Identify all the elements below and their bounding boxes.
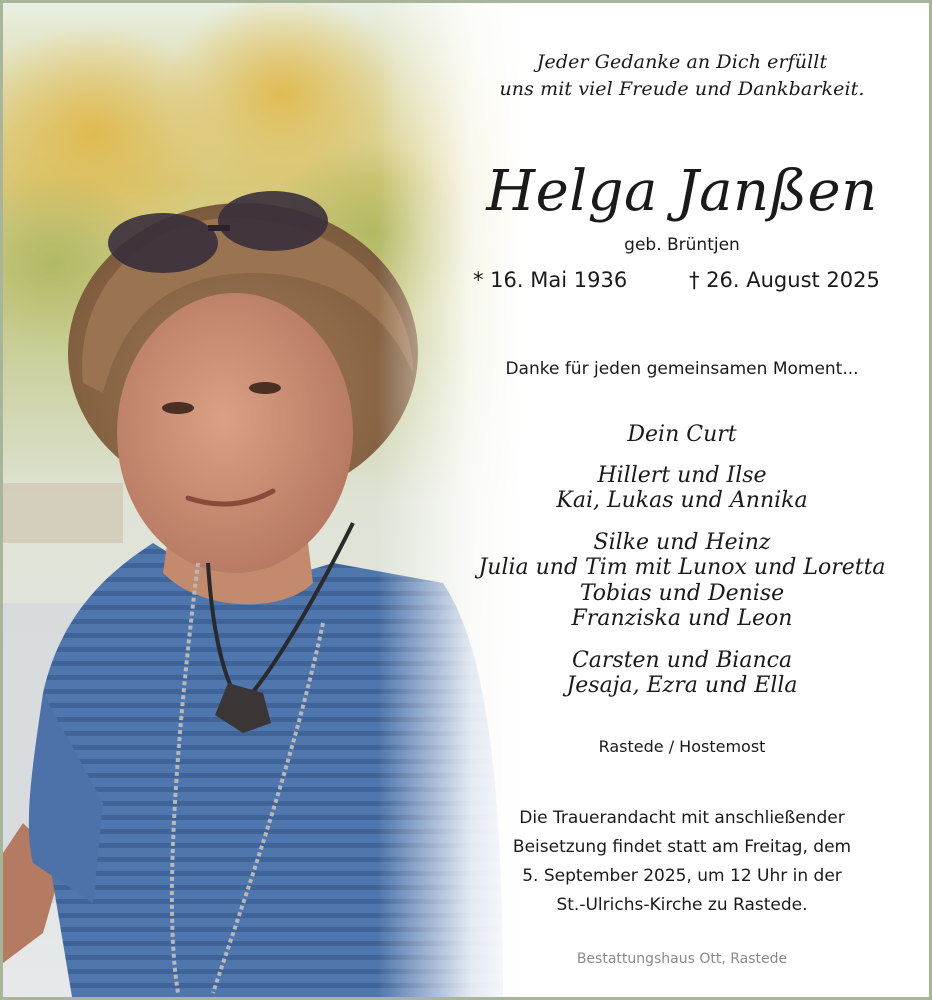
family-line: Carsten und Bianca — [571, 648, 793, 673]
quote-line-2: uns mit viel Freude und Dankbarkeit. — [499, 78, 865, 100]
service-line-2: Beisetzung findet statt am Freitag, dem — [512, 837, 852, 857]
family-line: Hillert und Ilse — [597, 463, 767, 488]
text-column — [453, 3, 911, 1000]
family-line: Jesaja, Ezra und Ella — [566, 673, 798, 698]
family-line: Dein Curt — [627, 422, 737, 447]
service-line-3: 5. September 2025, um 12 Uhr in der — [522, 866, 842, 886]
family-line: Julia und Tim mit Lunox und Loretta — [478, 555, 886, 580]
service-line-4: St.-Ulrichs-Kirche zu Rastede. — [556, 895, 808, 915]
portrait-photo — [3, 3, 523, 1000]
place-line: Rastede / Hostemost — [598, 737, 766, 756]
quote-line-1: Jeder Gedanke an Dich erfüllt — [536, 51, 828, 73]
family-line: Tobias und Denise — [579, 581, 785, 606]
birth-name: geb. Brüntjen — [624, 235, 740, 255]
thanks-line: Danke für jeden gemeinsamen Moment... — [505, 359, 859, 379]
service-line-1: Die Trauerandacht mit anschließender — [519, 808, 845, 828]
death-date: † 26. August 2025 — [689, 268, 880, 292]
deceased-name: Helga Janßen — [486, 159, 878, 224]
family-line: Silke und Heinz — [593, 530, 771, 555]
family-line: Kai, Lukas und Annika — [556, 488, 808, 513]
family-line: Franziska und Leon — [571, 606, 793, 631]
life-dates — [453, 268, 911, 296]
birth-date: * 16. Mai 1936 — [473, 268, 628, 292]
undertaker-line: Bestattungshaus Ott, Rastede — [576, 951, 788, 967]
